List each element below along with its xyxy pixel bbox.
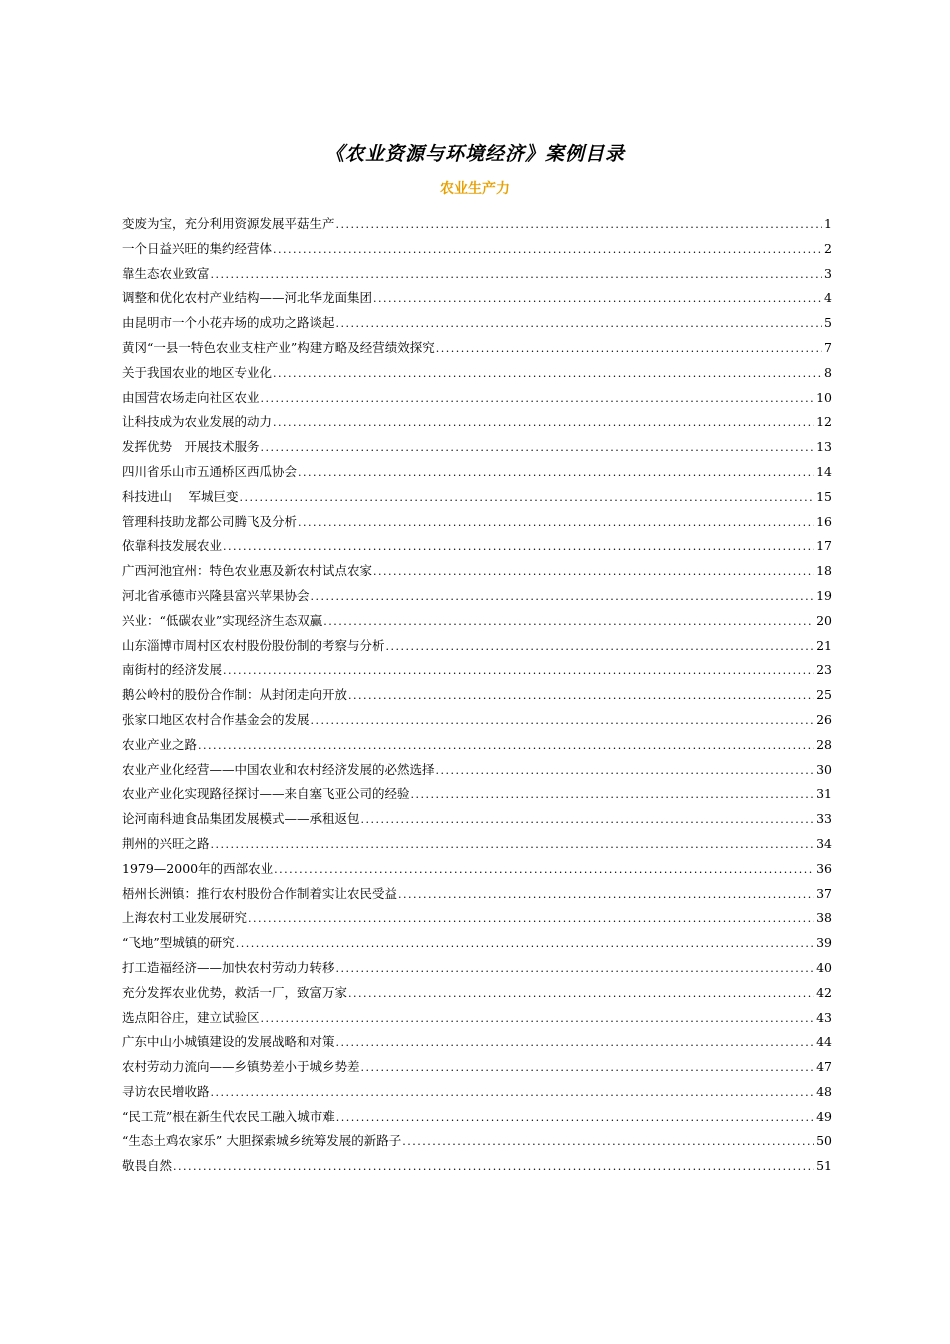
toc-dot-leader: [211, 263, 822, 287]
toc-entry-page-number: 23: [816, 662, 832, 678]
toc-entry-page-number: 5: [824, 315, 832, 331]
toc-entry[interactable]: [122, 311, 832, 336]
toc-entry[interactable]: [122, 807, 832, 832]
toc-entry-title: 调整和优化农村产业结构——河北华龙面集团: [122, 290, 373, 306]
toc-entry[interactable]: [122, 1080, 832, 1105]
toc-entry-title: 由国营农场走向社区农业: [122, 389, 260, 405]
toc-entry-page-number: 19: [816, 587, 832, 603]
toc-entry-page-number: 28: [816, 736, 832, 752]
toc-entry[interactable]: [122, 708, 832, 733]
toc-entry-page-number: 36: [816, 860, 832, 876]
toc-entry-page-number: 33: [816, 811, 832, 827]
toc-entry[interactable]: [122, 1105, 832, 1130]
toc-entry[interactable]: [122, 931, 832, 956]
toc-entry-page-number: 26: [816, 711, 832, 727]
toc-dot-leader: [239, 486, 814, 510]
toc-entry-title: 管理科技助龙都公司腾飞及分析: [122, 513, 298, 529]
toc-entry[interactable]: [122, 857, 832, 882]
toc-entry-title: 选点阳谷庄，建立试验区: [122, 1009, 260, 1025]
toc-entry-page-number: 16: [816, 513, 832, 529]
toc-entry[interactable]: [122, 1055, 832, 1080]
toc-dot-leader: [411, 783, 815, 807]
toc-entry[interactable]: [122, 1006, 832, 1031]
toc-entry-page-number: 18: [816, 563, 832, 579]
toc-entry-title: 变废为宝，充分利用资源发展平菇生产: [122, 216, 335, 231]
toc-dot-leader: [223, 659, 814, 683]
toc-dot-leader: [323, 610, 814, 634]
toc-entry-title: 寻访农民增收路: [122, 1083, 210, 1099]
toc-dot-leader: [198, 734, 814, 758]
toc-entry-title: “生态土鸡农家乐” 大胆探索城乡统筹发展的新路子: [122, 1133, 402, 1149]
toc-dot-leader: [261, 436, 815, 460]
toc-entry-page-number: 1: [824, 216, 832, 231]
toc-entry[interactable]: [122, 361, 832, 386]
toc-entry-page-number: 43: [816, 1009, 832, 1025]
toc-dot-leader: [336, 312, 822, 336]
toc-entry-page-number: 42: [816, 984, 832, 1000]
toc-dot-leader: [361, 1056, 815, 1080]
toc-entry[interactable]: [122, 906, 832, 931]
toc-dot-leader: [273, 362, 822, 386]
toc-entry[interactable]: [122, 832, 832, 857]
toc-dot-leader: [398, 883, 814, 907]
toc-entry-title: 让科技成为农业发展的动力: [122, 414, 273, 430]
toc-dot-leader: [436, 337, 822, 361]
toc-entry-page-number: 7: [824, 339, 832, 355]
toc-dot-leader: [248, 907, 814, 931]
toc-dot-leader: [373, 287, 822, 311]
toc-dot-leader: [236, 932, 814, 956]
toc-dot-leader: [336, 1031, 815, 1055]
toc-entry-page-number: 51: [816, 1158, 832, 1174]
toc-entry-title: 依靠科技发展农业: [122, 538, 223, 554]
toc-entry-title: 充分发挥农业优势，救活一厂，致富万家: [122, 984, 348, 1000]
toc-dot-leader: [274, 858, 814, 882]
toc-entry-page-number: 40: [816, 959, 832, 975]
toc-dot-leader: [211, 1081, 815, 1105]
section-title: 农业生产力: [440, 181, 510, 197]
toc-dot-leader: [298, 511, 814, 535]
toc-entry-title: “飞地”型城镇的研究: [122, 935, 235, 951]
toc-entry-page-number: 14: [816, 463, 832, 479]
toc-entry-page-number: 12: [816, 414, 832, 430]
toc-entry[interactable]: [122, 882, 832, 907]
toc-entry-title: 兴业：“低碳农业”实现经济生态双赢: [122, 612, 323, 628]
toc-dot-leader: [261, 1007, 815, 1031]
toc-dot-leader: [298, 461, 814, 485]
toc-entry[interactable]: [122, 237, 832, 262]
toc-entry-page-number: 48: [816, 1083, 832, 1099]
toc-entry[interactable]: [122, 262, 832, 287]
toc-entry-title: 山东淄博市周村区农村股份股份制的考察与分析: [122, 637, 385, 653]
toc-dot-leader: [173, 1155, 814, 1179]
toc-entry[interactable]: [122, 1030, 832, 1055]
toc-entry-title: 1979—2000年的西部农业: [122, 860, 274, 876]
toc-entry-page-number: 15: [816, 488, 832, 504]
toc-entry-page-number: 13: [816, 439, 832, 455]
toc-entry-page-number: 37: [816, 885, 832, 901]
toc-entry[interactable]: [122, 1154, 832, 1179]
toc-entry-title: 由昆明市一个小花卉场的成功之路谈起: [122, 315, 335, 331]
toc-entry[interactable]: [122, 410, 832, 435]
toc-entry[interactable]: [122, 510, 832, 535]
toc-dot-leader: [273, 238, 822, 262]
toc-entry-page-number: 38: [816, 910, 832, 926]
toc-entry[interactable]: [122, 386, 832, 411]
toc-entry-title: 靠生态农业致富: [122, 265, 210, 281]
toc-dot-leader: [311, 585, 815, 609]
toc-entry-title: 南街村的经济发展: [122, 662, 223, 678]
toc-entry[interactable]: [122, 782, 832, 807]
toc-entry-title: 一个日益兴旺的集约经营体: [122, 240, 273, 256]
toc-entry[interactable]: [122, 584, 832, 609]
toc-entry-title: 四川省乐山市五通桥区西瓜协会: [122, 463, 298, 479]
toc-dot-leader: [336, 213, 822, 237]
toc-entry[interactable]: [122, 336, 832, 361]
toc-dot-leader: [436, 759, 815, 783]
toc-entry-title: 上海农村工业发展研究: [122, 910, 248, 926]
toc-entry-title: 广东中山小城镇建设的发展战略和对策: [122, 1034, 335, 1050]
document-title: 《农业资源与环境经济》案例目录: [324, 143, 625, 165]
toc-entry-page-number: 4: [824, 290, 832, 306]
toc-entry[interactable]: [122, 609, 832, 634]
toc-entry[interactable]: [122, 1129, 832, 1154]
toc-entry-title: “民工荒”根在新生代农民工融入城市难: [122, 1108, 335, 1124]
toc-entry-title: 农村劳动力流向——乡镇势差小于城乡势差: [122, 1059, 360, 1075]
toc-entry-title: 农业产业之路: [122, 736, 198, 752]
toc-entry-page-number: 30: [816, 761, 832, 777]
toc-dot-leader: [336, 957, 815, 981]
toc-entry-title: 敬畏自然: [122, 1158, 173, 1174]
toc-dot-leader: [273, 411, 814, 435]
toc-dot-leader: [311, 709, 815, 733]
toc-entry-page-number: 20: [816, 612, 832, 628]
toc-entry-page-number: 21: [816, 637, 832, 653]
toc-entry-title: 发挥优势 开展技术服务: [122, 439, 260, 455]
toc-entry-page-number: 44: [816, 1034, 832, 1050]
toc-dot-leader: [261, 387, 815, 411]
toc-entry-title: 黄冈“一县一特色农业支柱产业”构建方略及经营绩效探究: [122, 339, 435, 355]
toc-entry[interactable]: [122, 485, 832, 510]
toc-entry-page-number: 10: [816, 389, 832, 405]
toc-dot-leader: [373, 560, 814, 584]
toc-entry-title: 广西河池宜州：特色农业惠及新农村试点农家: [122, 563, 373, 579]
toc-entry-page-number: 47: [816, 1059, 832, 1075]
toc-entry-page-number: 17: [816, 538, 832, 554]
toc-entry-page-number: 50: [816, 1133, 832, 1149]
toc-entry-page-number: 25: [816, 687, 832, 703]
toc-entry-title: 科技进山 军城巨变: [122, 488, 239, 504]
toc-entry-page-number: 49: [816, 1108, 832, 1124]
toc-entry-title: 论河南科迪食品集团发展模式——承租返包: [122, 811, 360, 827]
toc-entry-title: 关于我国农业的地区专业化: [122, 364, 273, 380]
toc-entry-title: 荆州的兴旺之路: [122, 835, 210, 851]
toc-entry-title: 打工造福经济——加快农村劳动力转移: [122, 959, 335, 975]
toc-entry[interactable]: [122, 658, 832, 683]
toc-entry-title: 农业产业化经营——中国农业和农村经济发展的必然选择: [122, 761, 435, 777]
toc-entry[interactable]: [122, 534, 832, 559]
toc-entry[interactable]: [122, 286, 832, 311]
toc-entry[interactable]: [122, 559, 832, 584]
toc-entry-title: 鹅公岭村的股份合作制：从封闭走向开放: [122, 687, 348, 703]
toc-entry[interactable]: [122, 683, 832, 708]
toc-dot-leader: [348, 684, 814, 708]
toc-entry-title: 河北省承德市兴隆县富兴苹果协会: [122, 587, 310, 603]
toc-entry[interactable]: [122, 634, 832, 659]
toc-entry-page-number: 39: [816, 935, 832, 951]
toc-dot-leader: [211, 833, 815, 857]
toc-entry-title: 农业产业化实现路径探讨——来自塞飞亚公司的经验: [122, 786, 410, 802]
toc-entry[interactable]: [122, 460, 832, 485]
toc-entry[interactable]: [122, 435, 832, 460]
toc-entry-page-number: 8: [824, 364, 832, 380]
toc-entry-page-number: 34: [816, 835, 832, 851]
toc-entry-page-number: 2: [824, 240, 832, 256]
toc-entry-title: 张家口地区农村合作基金会的发展: [122, 711, 310, 727]
toc-entry[interactable]: [122, 733, 832, 758]
toc-entry-page-number: 3: [824, 265, 832, 281]
toc-dot-leader: [348, 982, 814, 1006]
toc-entry[interactable]: [122, 956, 832, 981]
toc-entry[interactable]: [122, 758, 832, 783]
table-of-contents: [122, 212, 832, 1179]
toc-entry-page-number: 31: [816, 786, 832, 802]
toc-dot-leader: [361, 808, 815, 832]
toc-dot-leader: [402, 1130, 814, 1154]
toc-dot-leader: [336, 1106, 814, 1130]
toc-entry[interactable]: [122, 981, 832, 1006]
toc-entry[interactable]: [122, 212, 832, 237]
toc-dot-leader: [386, 635, 815, 659]
toc-dot-leader: [223, 535, 814, 559]
toc-entry-title: 梧州长洲镇：推行农村股份合作制着实让农民受益: [122, 885, 398, 901]
